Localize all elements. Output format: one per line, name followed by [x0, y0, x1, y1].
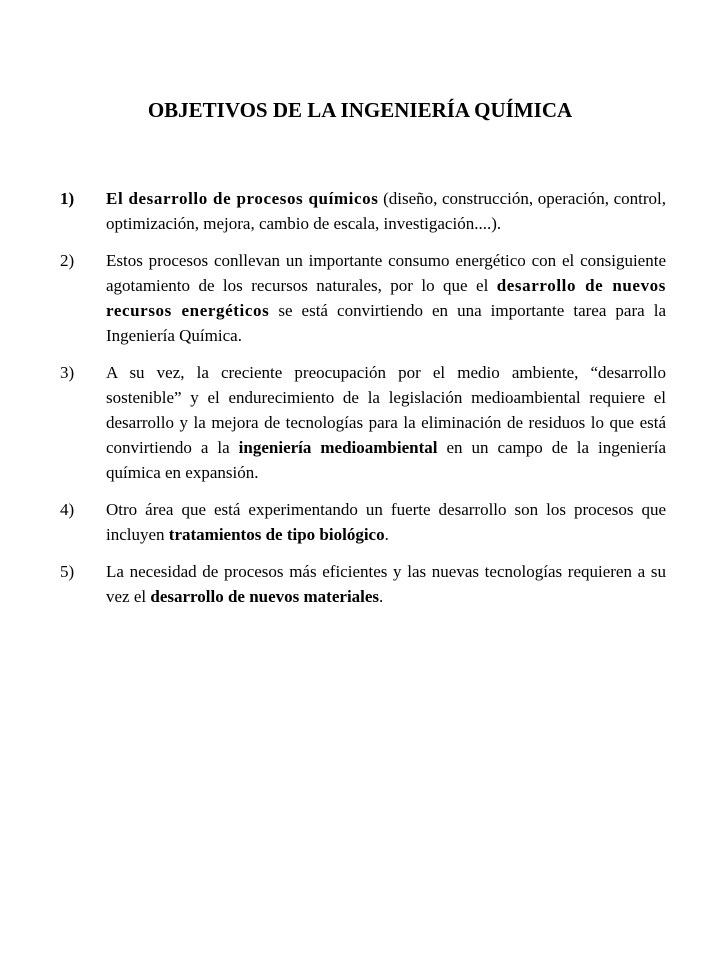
list-item-4 [60, 497, 666, 547]
item-bold-text: ingeniería medioambiental [238, 438, 438, 457]
item-text: Otro área que está experimentando un fuerte desarrollo son los procesos que incluyen [106, 500, 666, 544]
item-number: 4) [60, 500, 75, 519]
item-number: 3) [60, 363, 75, 382]
list-item-1 [60, 186, 666, 236]
list-item-2 [60, 248, 666, 348]
item-number: 2) [60, 251, 75, 270]
item-bold-text: El desarrollo de procesos químicos [106, 189, 379, 208]
item-bold-text: tratamientos de tipo biológico [168, 525, 385, 544]
list-item-5 [60, 559, 666, 609]
item-text: (diseño, construcción, operación, control, optimización, mejora, cambio de escala, investigación....). [106, 189, 666, 233]
item-bold-text: desarrollo de nuevos recursos energéticos [106, 276, 666, 320]
item-bold-text: desarrollo de nuevos materiales [150, 587, 380, 606]
page-title: OBJETIVOS DE LA INGENIERÍA QUÍMICA [147, 98, 573, 122]
item-text: . [384, 525, 389, 544]
item-number: 5) [60, 562, 75, 581]
item-text: A su vez, la creciente preocupación por el medio ambiente, “desarrollo sostenible” y el endurecimiento de la legislación medioambiental requiere el desarrollo y la mejora de tecnologías para la eliminación de residuos lo que está convirtiendo a la [106, 363, 666, 457]
item-text: Estos procesos conllevan un importante consumo energético con el consiguiente agotamiento de los recursos naturales, por lo que el [106, 251, 666, 295]
item-number: 1) [60, 189, 75, 208]
item-text: se está convirtiendo en una importante tarea para la Ingeniería Química. [106, 301, 666, 345]
item-text: La necesidad de procesos más eficientes y las nuevas tecnologías requieren a su vez el [106, 562, 666, 606]
item-text: . [379, 587, 384, 606]
item-text: en un campo de la ingeniería química en expansión. [106, 438, 666, 482]
objectives-list [60, 186, 666, 621]
list-item-3 [60, 360, 666, 485]
